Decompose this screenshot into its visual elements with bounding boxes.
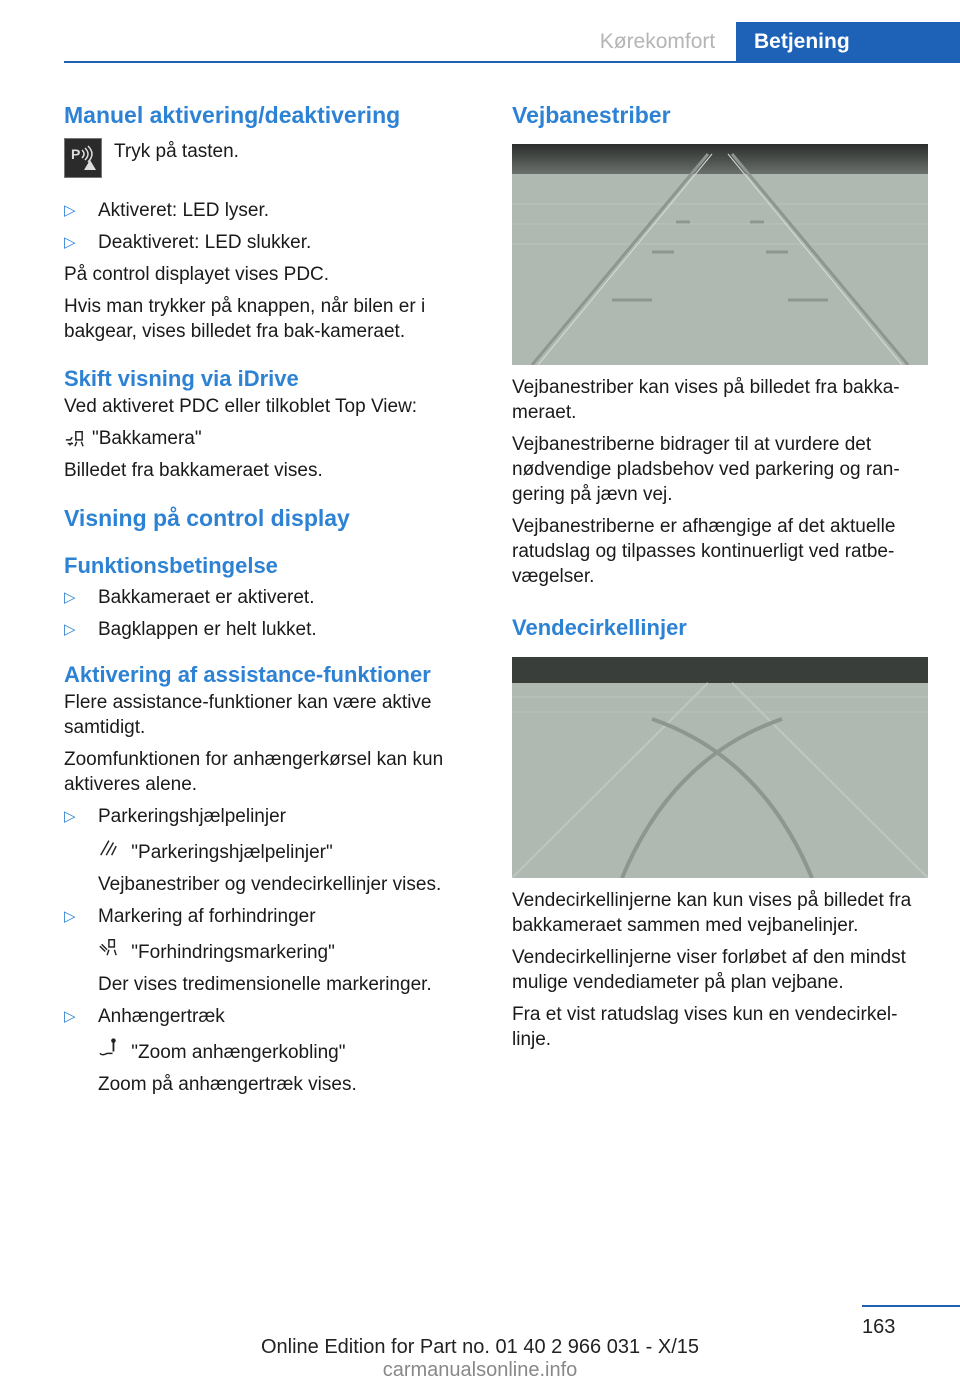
paragraph: Hvis man trykker på knappen, når bilen er i bakgear, vises billedet fra bak-kameraet. (64, 296, 426, 342)
led-list (64, 198, 464, 255)
right-column (512, 100, 928, 1059)
funk-list (64, 585, 464, 642)
list-item: ▷ Bagklappen er helt lukket. (64, 619, 317, 640)
paragraph: Vendecirkellinjerne viser forløbet af den mindst mulige vendediameter på plan vejbane. (512, 947, 906, 993)
vej-heading: Vejbanestriber (512, 102, 671, 128)
header-rule (64, 61, 960, 63)
page-number: 163 (862, 1316, 896, 1338)
vende-heading: Vendecirkellinjer (512, 615, 687, 640)
pdc-key-line (64, 138, 464, 178)
list-item: ▷ Parkeringshjælpelinjer "Parkeringshjælpelinjer" Vejbanestriber og vendecirkellinjer vises. (64, 806, 442, 895)
footer-edition: Online Edition for Part no. 01 40 2 966 031 - X/15 carmanualsonline.info (260, 1336, 700, 1381)
bullet-icon: ▷ (64, 202, 76, 219)
list-item: ▷ Anhængertræk "Zoom anhængerkobling" Zoom på anhængertræk vises. (64, 1006, 357, 1095)
paragraph: Flere assistance-funktioner kan være aktive samtidigt. (64, 692, 432, 738)
akt-list (64, 804, 464, 1097)
skift-heading: Skift visning via iDrive (64, 366, 299, 391)
camera-icon (64, 428, 84, 450)
list-item: ▷ Bakkameraet er aktiveret. (64, 587, 315, 608)
bullet-icon: ▷ (64, 589, 76, 606)
akt-heading: Aktivering af assistance-funktioner (64, 662, 431, 687)
paragraph: Zoomfunktionen for anhængerkørsel kan kun aktiveres alene. (64, 749, 444, 795)
svg-text:P: P (71, 146, 81, 162)
bullet-icon: ▷ (64, 621, 76, 638)
paragraph: Vejbanestriberne bidrager til at vurdere det nødvendige pladsbehov ved parkering og ran-gering på jævn vej. (512, 434, 900, 505)
paragraph: Vendecirkellinjerne kan kun vises på billedet fra bakkameraet sammen med vejbanelinjer. (512, 890, 912, 936)
funk-heading: Funktionsbetingelse (64, 553, 278, 578)
left-column (64, 100, 464, 1104)
bullet-icon: ▷ (64, 1008, 76, 1025)
manual-instruction: Tryk på tasten. (114, 141, 239, 162)
visning-heading: Visning på control display (64, 505, 350, 531)
turning-circle-image (512, 657, 928, 878)
watermark: carmanualsonline.info (382, 1359, 578, 1381)
bullet-icon: ▷ (64, 234, 76, 251)
list-item: ▷ Aktiveret: LED lyser. (64, 200, 270, 221)
tab-betjening[interactable]: Betjening (736, 22, 960, 62)
list-item: ▷ Deaktiveret: LED slukker. (64, 232, 312, 253)
paragraph: Fra et vist ratudslag vises kun en vendecirkel-linje. (512, 1004, 898, 1050)
footer-rule (862, 1305, 960, 1307)
trailer-hitch-icon (98, 1036, 118, 1058)
manual-heading: Manuel aktivering/deaktivering (64, 102, 401, 128)
page-header (0, 0, 960, 62)
tab-korekomfort[interactable]: Kørekomfort (599, 30, 716, 53)
paragraph: Ved aktiveret PDC eller tilkoblet Top View: (64, 396, 418, 417)
bullet-icon: ▷ (64, 808, 76, 825)
menu-bakkamera: "Bakkamera" (64, 426, 464, 451)
paragraph: Billedet fra bakkameraet vises. (64, 460, 323, 481)
bullet-icon: ▷ (64, 908, 76, 925)
obstacle-marking-icon (98, 936, 118, 958)
parking-lines-icon (98, 836, 118, 858)
pdc-button-icon (64, 138, 102, 178)
paragraph: Vejbanestriberne er afhængige af det aktuelle ratudslag og tilpasses kontinuerligt ved ratbe-vægelser. (512, 516, 896, 587)
paragraph: På control displayet vises PDC. (64, 264, 330, 285)
paragraph: Vejbanestriber kan vises på billedet fra bakka-meraet. (512, 377, 900, 423)
list-item: ▷ Markering af forhindringer "Forhindringsmarkering" Der vises tredimensionelle markeringer. (64, 906, 432, 995)
lane-lines-image (512, 144, 928, 365)
